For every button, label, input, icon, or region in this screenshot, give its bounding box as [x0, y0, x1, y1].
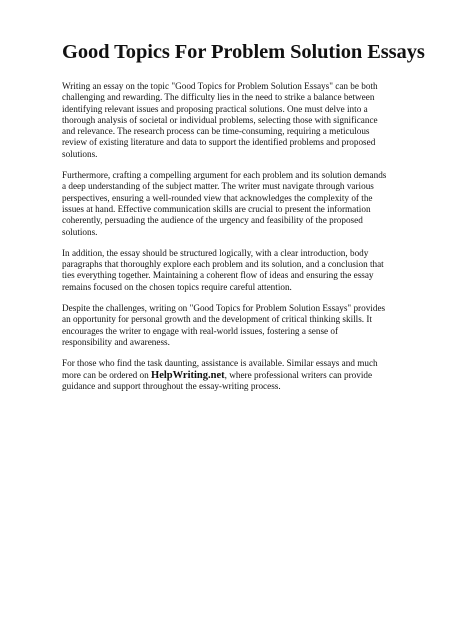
paragraph-5	[62, 358, 390, 392]
paragraph-3: In addition, the essay should be structured logically, with a clear introduction, body paragraphs that thoroughly explore each problem and its solution, and a conclusion that ties everything together. Maintaining a coherent flow of ideas and ensuring the essay remains focused on the chosen topics require careful attention.	[62, 247, 384, 292]
paragraph-2: Furthermore, crafting a compelling argument for each problem and its solution demands a deep understanding of the subject matter. The writer must navigate through various perspectives, ensuring a well-rounded view that acknowledges the complexity of the issues at hand. Effective communication skills are crucial to present the information coherently, persuading the audience of the urgency and feasibility of the proposed solutions.	[62, 170, 387, 237]
helpwriting-link[interactable]: HelpWriting.net	[151, 369, 225, 381]
paragraph-4: Despite the challenges, writing on "Good Topics for Problem Solution Essays" provides an opportunity for personal growth and the development of critical thinking skills. It encourages the writer to engage with real-world issues, fostering a sense of responsibility and awareness.	[62, 303, 386, 347]
document-title: Good Topics For Problem Solution Essays	[62, 41, 425, 63]
paragraph-5-text-before-link: For those who find the task daunting, assistance is available. Similar essays and much more can be ordered on	[62, 358, 378, 380]
paragraph-1: Writing an essay on the topic "Good Topics for Problem Solution Essays" can be both challenging and rewarding. The difficulty lies in the need to strike a balance between identifying relevant issues and proposing practical solutions. One must delve into a thorough analysis of societal or individual problems, selecting those with significance and relevance. The research process can be time-consuming, requiring a meticulous review of existing literature and data to support the identified problems and proposed solutions.	[62, 81, 378, 159]
paragraph-5-text-after-link: , where professional writers can provide guidance and support throughout the essay-writing process.	[62, 369, 373, 391]
